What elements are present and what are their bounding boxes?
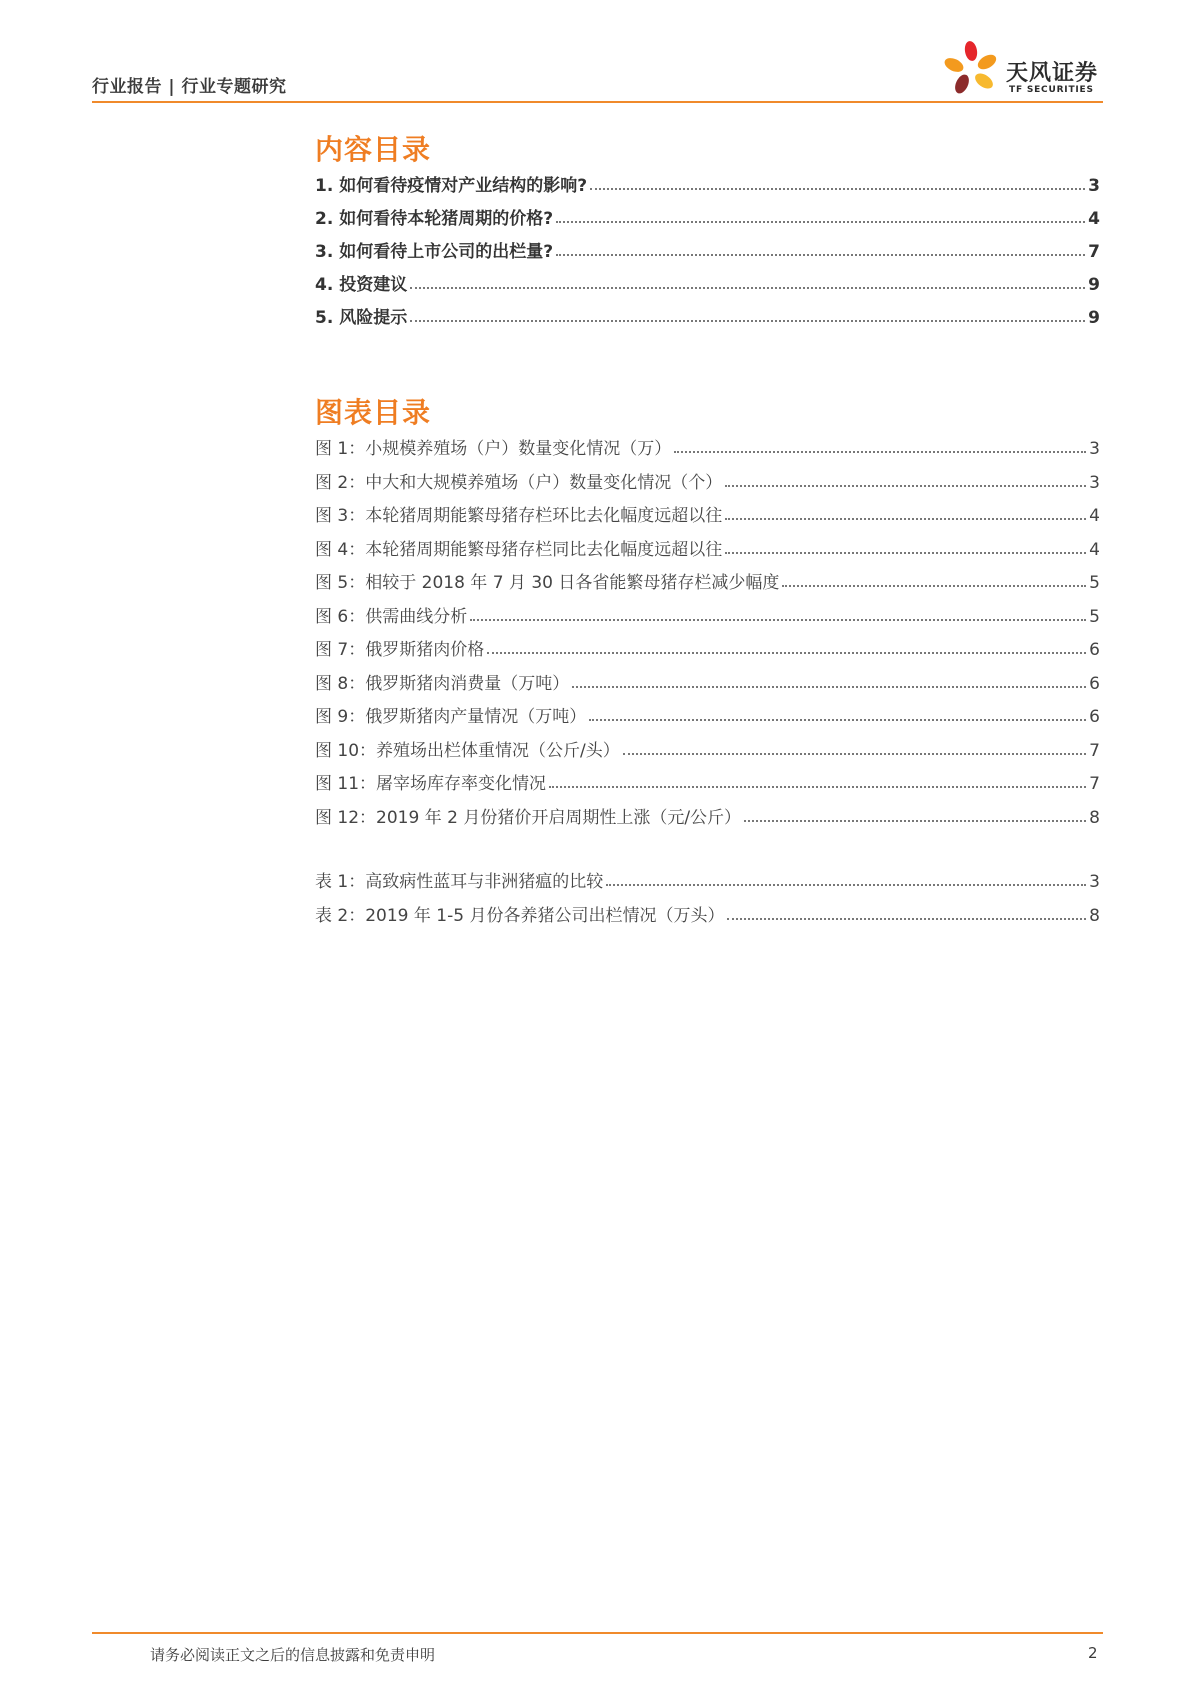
figure-entry-label: 图 12：2019 年 2 月份猪价开启周期性上涨（元/公斤） [315,807,742,828]
figure-entry-page: 7 [1089,740,1100,761]
company-logo [940,38,1110,102]
leader-dots [410,320,1085,322]
figure-entry-page: 3 [1089,472,1100,493]
toc-item[interactable] [315,172,1100,196]
leader-dots [782,585,1086,587]
figure-entry[interactable] [315,770,1100,794]
figure-entry-label: 图 2：中大和大规模养殖场（户）数量变化情况（个） [315,472,723,493]
leader-dots [410,287,1085,289]
leader-dots [549,786,1086,788]
figure-entry-page: 6 [1089,640,1100,660]
leader-dots [727,918,1086,920]
table-entry[interactable] [315,902,1100,926]
figure-entry[interactable] [315,435,1100,459]
toc-item-page: 7 [1088,242,1100,262]
table-entry[interactable] [315,868,1100,892]
figure-entry-label: 图 1：小规模养殖场（户）数量变化情况（万） [315,439,672,459]
figure-entry-label: 图 8：俄罗斯猪肉消费量（万吨） [315,673,570,694]
figures-title: 图表目录 [315,396,432,429]
figure-entry-page: 4 [1089,506,1100,526]
logo-name-en: TF SECURITIES [1009,85,1094,95]
figure-entry[interactable] [315,569,1100,593]
figure-entry-label: 图 4：本轮猪周期能繁母猪存栏同比去化幅度远超以往 [315,539,723,560]
table-entry-label: 表 1：高致病性蓝耳与非洲猪瘟的比较 [315,872,604,892]
leader-dots [725,485,1086,487]
figure-entry-label: 图 7：俄罗斯猪肉价格 [315,640,485,660]
leader-dots [572,686,1086,688]
toc-item-label: 3. 如何看待上市公司的出栏量? [315,242,554,262]
figure-entry-label: 图 10：养殖场出栏体重情况（公斤/头） [315,740,620,761]
figure-entry-page: 8 [1089,807,1100,828]
table-entry-label: 表 2：2019 年 1-5 月份各养猪公司出栏情况（万头） [315,905,725,926]
leader-dots [725,518,1086,520]
figure-entry-label: 图 9：俄罗斯猪肉产量情况（万吨） [315,707,587,727]
figure-entry[interactable] [315,536,1100,560]
figure-entry[interactable] [315,737,1100,761]
table-entry-page: 8 [1089,905,1100,926]
toc-item[interactable] [315,304,1100,328]
figure-entry-page: 7 [1089,774,1100,794]
leader-dots [674,451,1086,453]
toc-item[interactable] [315,238,1100,262]
figure-entry-label: 图 6：供需曲线分析 [315,606,468,627]
footer-divider [92,1632,1103,1634]
toc-item-label: 2. 如何看待本轮猪周期的价格? [315,209,554,229]
toc-item-label: 1. 如何看待疫情对产业结构的影响? [315,176,588,196]
figure-entry[interactable] [315,804,1100,828]
leader-dots [590,188,1085,190]
logo-name-cn: 天风证券 [1006,61,1099,86]
flower-logo-icon [940,38,1002,100]
leader-dots [725,552,1086,554]
toc-item-label: 5. 风险提示 [315,308,408,328]
toc-item-page: 3 [1088,176,1100,196]
leader-dots [589,719,1086,721]
leader-dots [744,820,1086,822]
leader-dots [606,884,1086,886]
contents-title: 内容目录 [315,133,432,166]
leader-dots [470,619,1086,621]
figure-entry[interactable] [315,502,1100,526]
figure-entry-page: 6 [1089,673,1100,694]
leader-dots [487,652,1086,654]
figure-entry[interactable] [315,670,1100,694]
leader-dots [556,254,1085,256]
table-entry-page: 3 [1089,872,1100,892]
toc-item[interactable] [315,271,1100,295]
report-header-title: 行业报告 | 行业专题研究 [92,77,287,97]
figure-entry[interactable] [315,603,1100,627]
toc-item-page: 4 [1088,209,1100,229]
toc-item-page: 9 [1088,275,1100,295]
figure-entry-page: 3 [1089,439,1100,459]
figure-entry-label: 图 11：屠宰场库存率变化情况 [315,774,547,794]
toc-item-label: 4. 投资建议 [315,275,408,295]
figure-entry-page: 5 [1089,573,1100,593]
figure-entry[interactable] [315,636,1100,660]
figure-entry-page: 5 [1089,606,1100,627]
leader-dots [623,753,1086,755]
figure-entry-label: 图 5：相较于 2018 年 7 月 30 日各省能繁母猪存栏减少幅度 [315,573,780,593]
figure-entry-label: 图 3：本轮猪周期能繁母猪存栏环比去化幅度远超以往 [315,506,723,526]
toc-item[interactable] [315,205,1100,229]
page-number: 2 [1088,1644,1098,1662]
footer-disclaimer: 请务必阅读正文之后的信息披露和免责申明 [150,1646,436,1664]
figure-entry[interactable] [315,469,1100,493]
figure-entry[interactable] [315,703,1100,727]
figure-entry-page: 6 [1089,707,1100,727]
toc-item-page: 9 [1088,308,1100,328]
leader-dots [556,221,1085,223]
figure-entry-page: 4 [1089,539,1100,560]
